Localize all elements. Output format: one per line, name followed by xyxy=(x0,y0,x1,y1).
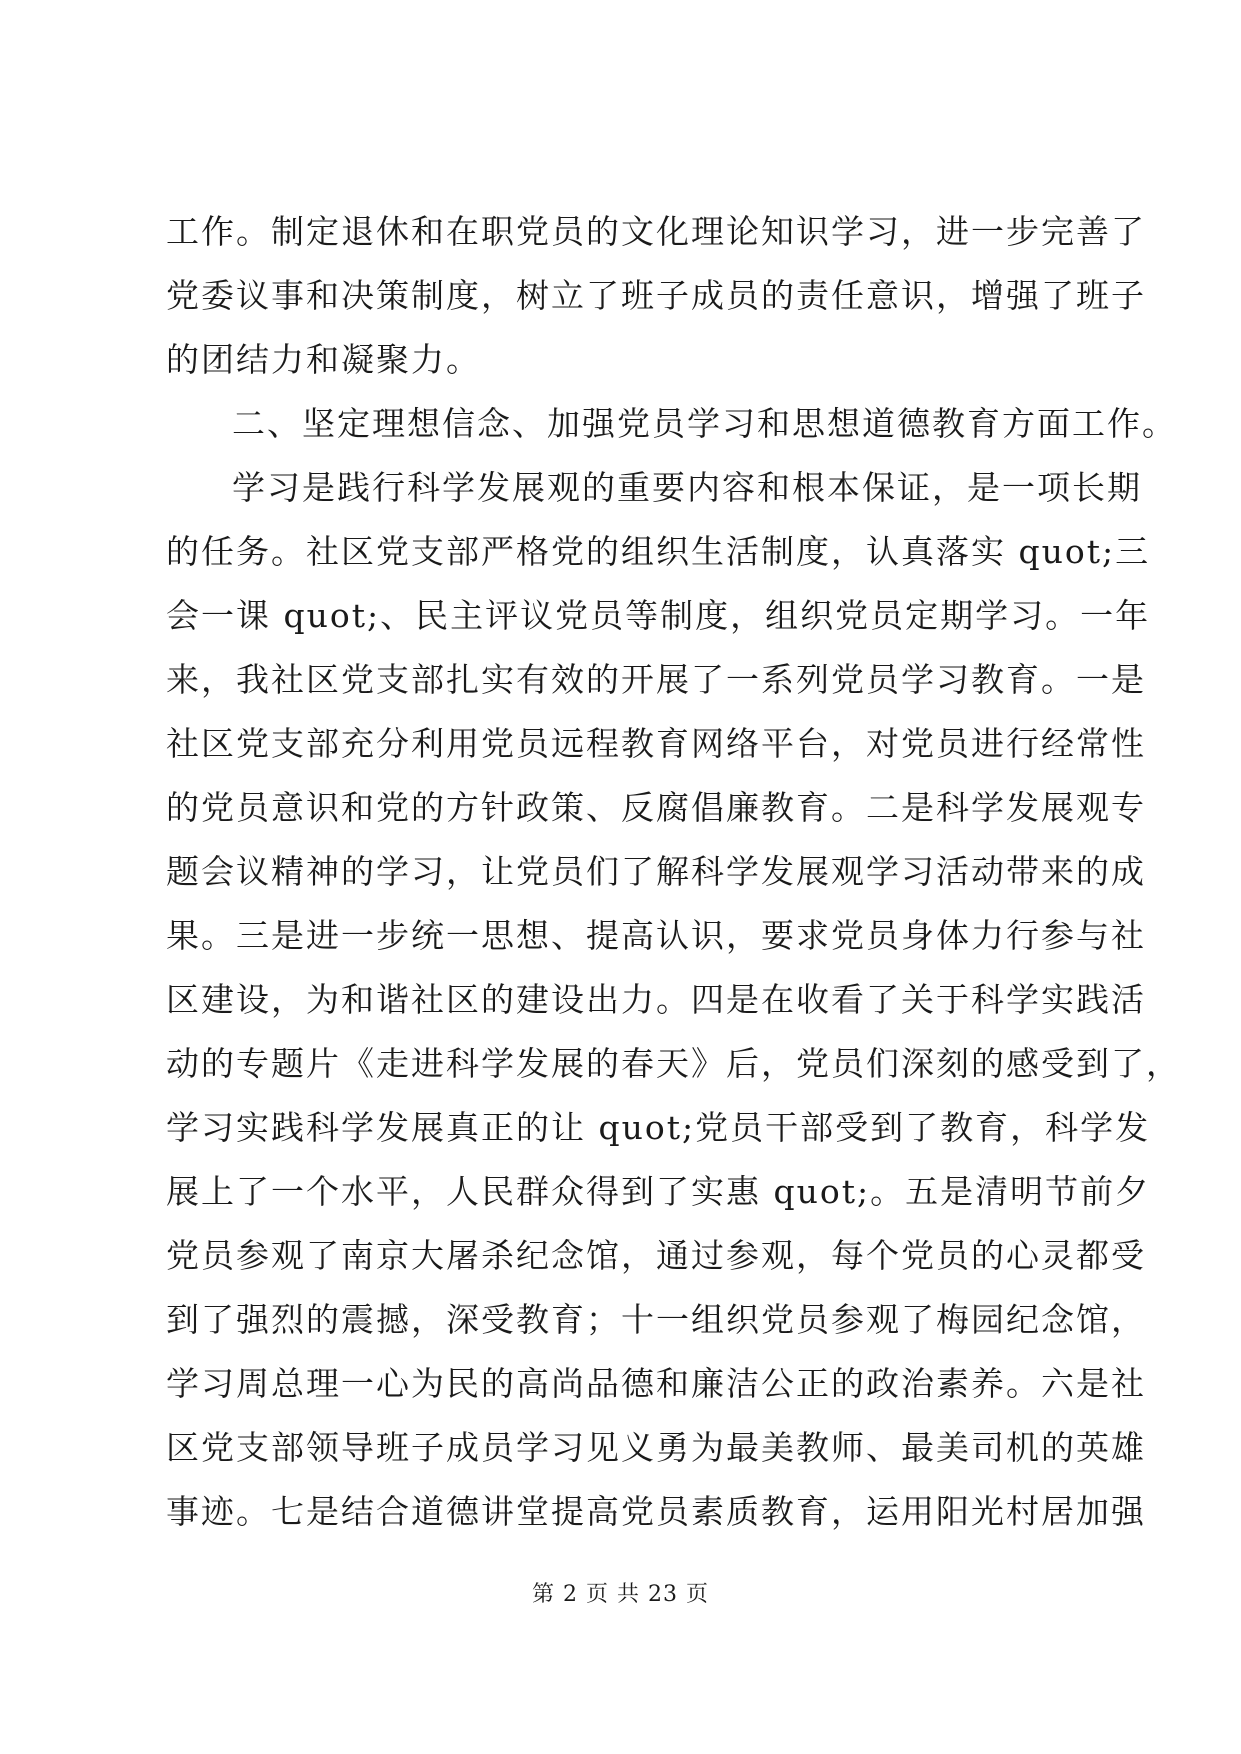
text-line: 事迹。七是结合道德讲堂提高党员素质教育，运用阳光村居加强 xyxy=(166,1492,1146,1531)
text-line: 党员参观了南京大屠杀纪念馆，通过参观，每个党员的心灵都受 xyxy=(166,1236,1146,1275)
text-line: 的团结力和凝聚力。 xyxy=(166,340,481,379)
text-line: 动的专题片《走进科学发展的春天》后，党员们深刻的感受到了， xyxy=(166,1044,1181,1083)
text-line: 学习实践科学发展真正的让 quot;党员干部受到了教育，科学发 xyxy=(166,1108,1151,1147)
text-line: 区党支部领导班子成员学习见义勇为最美教师、最美司机的英雄 xyxy=(166,1428,1146,1467)
text-line: 果。三是进一步统一思想、提高认识，要求党员身体力行参与社 xyxy=(166,916,1146,955)
text-line: 来，我社区党支部扎实有效的开展了一系列党员学习教育。一是 xyxy=(166,660,1146,699)
body-text xyxy=(166,200,1181,1544)
section-heading: 二、坚定理想信念、加强党员学习和思想道德教育方面工作。 xyxy=(232,404,1177,443)
text-line: 的党员意识和党的方针政策、反腐倡廉教育。二是科学发展观专 xyxy=(166,788,1146,827)
text-line: 的任务。社区党支部严格党的组织生活制度，认真落实 quot;三 xyxy=(166,532,1151,571)
text-line: 会一课 quot;、民主评议党员等制度，组织党员定期学习。一年 xyxy=(166,596,1151,635)
text-line: 社区党支部充分利用党员远程教育网络平台，对党员进行经常性 xyxy=(166,724,1146,763)
text-line: 工作。制定退休和在职党员的文化理论知识学习，进一步完善了 xyxy=(166,212,1146,251)
text-line: 题会议精神的学习，让党员们了解科学发展观学习活动带来的成 xyxy=(166,852,1146,891)
text-line: 党委议事和决策制度，树立了班子成员的责任意识，增强了班子 xyxy=(166,276,1146,315)
text-line: 展上了一个水平，人民群众得到了实惠 quot;。五是清明节前夕 xyxy=(166,1172,1151,1211)
text-line: 区建设，为和谐社区的建设出力。四是在收看了关于科学实践活 xyxy=(166,980,1146,1019)
text-line: 到了强烈的震撼，深受教育；十一组织党员参观了梅园纪念馆， xyxy=(166,1300,1146,1339)
text-line: 学习周总理一心为民的高尚品德和廉洁公正的政治素养。六是社 xyxy=(166,1364,1146,1403)
page-number-footer: 第 2 页 共 23 页 xyxy=(532,1582,709,1607)
text-line: 学习是践行科学发展观的重要内容和根本保证，是一项长期 xyxy=(232,468,1142,507)
